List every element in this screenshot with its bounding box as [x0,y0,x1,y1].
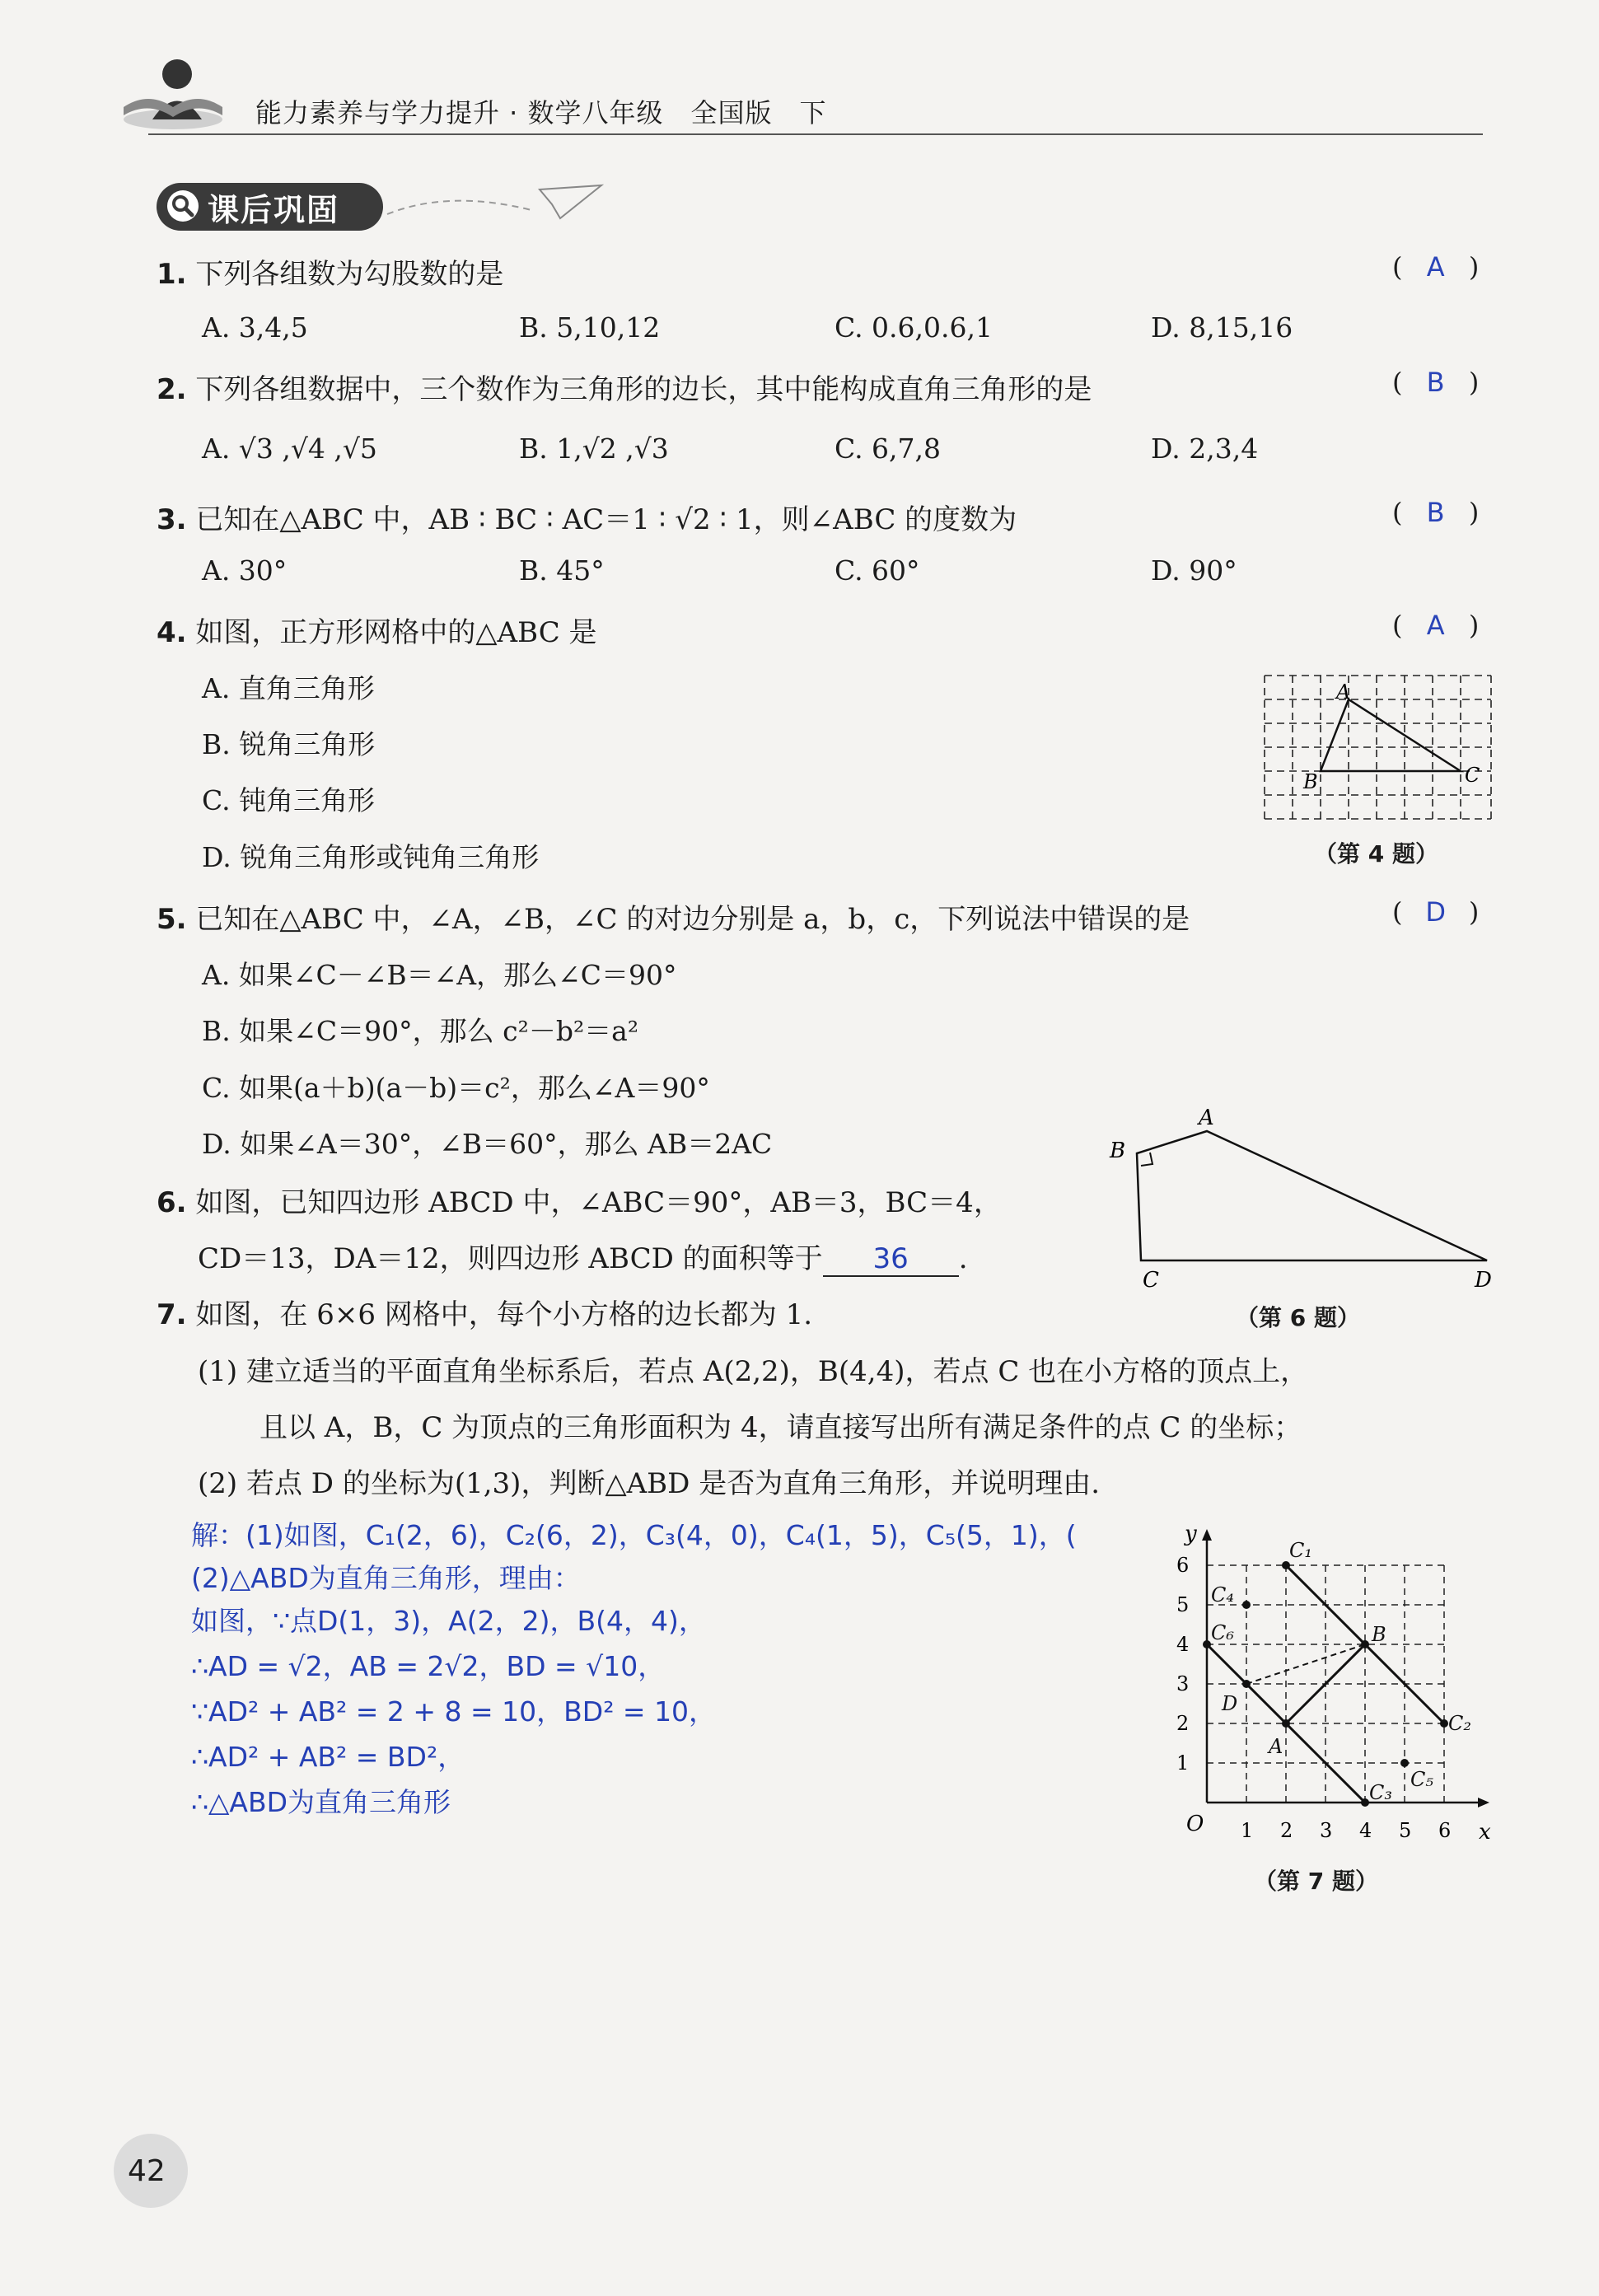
y-tick-2: 2 [1176,1712,1190,1735]
point-b [1361,1640,1369,1648]
q5-option-b: B. 如果∠C＝90°，那么 c²－b²＝a² [202,1015,639,1047]
solution-line-5: ∵AD² + AB² = 2 + 8 = 10，BD² = 10， [191,1695,717,1728]
answer-2: ( B ) [1392,367,1480,398]
q1-option-b: B. 5,10,12 [519,311,661,344]
fig4-label-c: C [1465,764,1480,787]
figure-7-caption: （第 7 题） [1254,1868,1378,1895]
question-2: 2. 下列各组数据中，三个数作为三角形的边长，其中能构成直角三角形的是 [157,373,1092,406]
header-logo [115,49,255,140]
y-tick-1: 1 [1176,1751,1190,1775]
q2-option-c: C. 6,7,8 [835,433,942,465]
label-c1: C₁ [1289,1539,1312,1562]
q3-option-a: A. 30° [202,554,288,587]
answer-6-blank: 36 [823,1242,959,1277]
label-b: B [1372,1623,1386,1646]
q5-option-c: C. 如果(a＋b)(a－b)＝c²，那么∠A＝90° [202,1072,710,1104]
x-tick-5: 5 [1399,1819,1412,1842]
solution-line-4: ∴AD = √2，AB = 2√2，BD = √10， [191,1650,666,1682]
figure-4-caption: （第 4 题） [1314,840,1438,867]
x-axis-label: x [1479,1820,1491,1845]
figure-6-caption: （第 6 题） [1236,1304,1360,1331]
q3-option-d: D. 90° [1151,554,1237,587]
answer-5: ( D ) [1392,896,1480,928]
q4-option-a: A. 直角三角形 [202,672,375,704]
question-7: 7. 如图，在 6×6 网格中，每个小方格的边长都为 1. [157,1298,813,1331]
question-7-part-2: (2) 若点 D 的坐标为(1,3)，判断△ABD 是否为直角三角形，并说明理由. [198,1467,1101,1500]
header-divider [148,133,1483,135]
fig6-label-c: C [1143,1268,1159,1293]
point-d [1242,1680,1251,1688]
q2-option-b: B. 1,√2 ,√3 [519,433,669,465]
y-tick-4: 4 [1176,1633,1190,1656]
answer-1: ( A ) [1392,251,1480,283]
segment-bd [1246,1644,1365,1684]
label-a: A [1269,1735,1283,1758]
label-c2: C₂ [1448,1712,1471,1735]
answer-4: ( A ) [1392,610,1480,641]
solution-line-6: ∴AD² + AB² = BD²， [191,1741,465,1773]
x-tick-6: 6 [1438,1819,1452,1842]
q1-option-c: C. 0.6,0.6,1 [835,311,993,344]
point-c5 [1400,1759,1409,1767]
y-tick-5: 5 [1176,1593,1190,1616]
header-title: 能力素养与学力提升 · 数学八年级 全国版 下 [255,97,827,129]
y-tick-3: 3 [1176,1672,1190,1695]
fig6-label-d: D [1475,1268,1492,1293]
solution-line-3: 如图，∵点D(1，3)，A(2，2)，B(4，4)， [191,1605,706,1637]
q5-option-a: A. 如果∠C－∠B＝∠A，那么∠C＝90° [202,959,677,991]
y-axis-label: y [1185,1522,1197,1546]
fig4-label-a: A [1336,680,1351,704]
figure-6 [1100,1104,1499,1293]
point-c6 [1203,1640,1211,1648]
question-6-line-2: CD＝13，DA＝12，则四边形 ABCD 的面积等于 36 . [198,1242,968,1275]
fig6-label-a: A [1199,1106,1214,1130]
point-a [1282,1719,1290,1728]
q2-option-d: D. 2,3,4 [1151,433,1259,465]
x-tick-3: 3 [1320,1819,1333,1842]
q4-option-b: B. 锐角三角形 [202,728,376,760]
question-4: 4. 如图，正方形网格中的△ABC 是 [157,616,597,649]
point-c1 [1282,1561,1290,1569]
answer-3: ( B ) [1392,497,1480,528]
solution-line-7: ∴△ABD为直角三角形 [191,1786,451,1818]
fig6-label-b: B [1110,1139,1126,1163]
solution-line-1: 解：(1)如图，C₁(2，6)，C₂(6，2)，C₃(4，0)，C₄(1，5)，C₅(5，1)，( [191,1519,1077,1551]
label-c5: C₅ [1410,1768,1433,1791]
x-tick-labels [1241,1819,1451,1842]
label-c4: C₄ [1211,1583,1234,1606]
question-7-part-1: (1) 建立适当的平面直角坐标系后，若点 A(2,2)，B(4,4)，若点 C 也在小方格的顶点上， [198,1355,1309,1388]
origin-label: O [1186,1812,1204,1836]
page-number: 42 [128,2154,166,2188]
question-6: 6. 如图，已知四边形 ABCD 中，∠ABC＝90°，AB＝3，BC＝4， [157,1186,1002,1219]
figure-7 [1162,1516,1499,1862]
q4-option-d: D. 锐角三角形或钝角三角形 [202,841,540,873]
quadrilateral-abcd [1137,1131,1487,1260]
q1-option-d: D. 8,15,16 [1151,311,1293,344]
segment-ab [1286,1644,1365,1723]
question-5: 5. 已知在△ABC 中，∠A，∠B，∠C 的对边分别是 a，b，c，下列说法中错误的是 [157,903,1190,936]
q1-option-a: A. 3,4,5 [202,311,308,344]
figure-4 [1260,671,1495,824]
label-d: D [1222,1692,1238,1715]
point-c3 [1361,1798,1369,1807]
q3-option-b: B. 45° [519,554,605,587]
label-c6: C₆ [1211,1621,1234,1644]
fig4-label-b: B [1303,770,1318,793]
y-tick-labels [1176,1554,1189,1775]
right-angle-mark [1141,1153,1152,1166]
solution-line-2: (2)△ABD为直角三角形，理由： [191,1562,581,1594]
x-axis-arrow [1478,1798,1489,1807]
y-tick-6: 6 [1176,1554,1190,1577]
magnifier-icon [166,189,199,222]
paper-plane-icon [383,181,605,231]
solution-block [191,1514,1138,1826]
question-3: 3. 已知在△ABC 中，AB ∶ BC ∶ AC＝1 ∶ √2 ∶ 1，则∠ABC 的度数为 [157,503,1017,536]
q5-option-d: D. 如果∠A＝30°，∠B＝60°，那么 AB＝2AC [202,1128,773,1160]
section-title: 课后巩固 [208,191,340,228]
q4-option-c: C. 钝角三角形 [202,784,376,816]
y-axis-arrow [1202,1529,1212,1541]
label-c3: C₃ [1369,1781,1392,1804]
point-c2 [1440,1719,1448,1728]
x-tick-4: 4 [1359,1819,1372,1842]
triangle-abc [1321,699,1461,771]
question-1: 1. 下列各组数为勾股数的是 [157,258,504,291]
section-banner [157,183,383,231]
x-tick-1: 1 [1241,1819,1254,1842]
question-7-part-1-cont: 且以 A，B，C 为顶点的三角形面积为 4，请直接写出所有满足条件的点 C 的坐标； [259,1411,1302,1444]
q3-option-c: C. 60° [835,554,920,587]
point-c4 [1242,1601,1251,1609]
x-tick-2: 2 [1280,1819,1293,1842]
q2-option-a: A. √3 ,√4 ,√5 [202,433,377,465]
